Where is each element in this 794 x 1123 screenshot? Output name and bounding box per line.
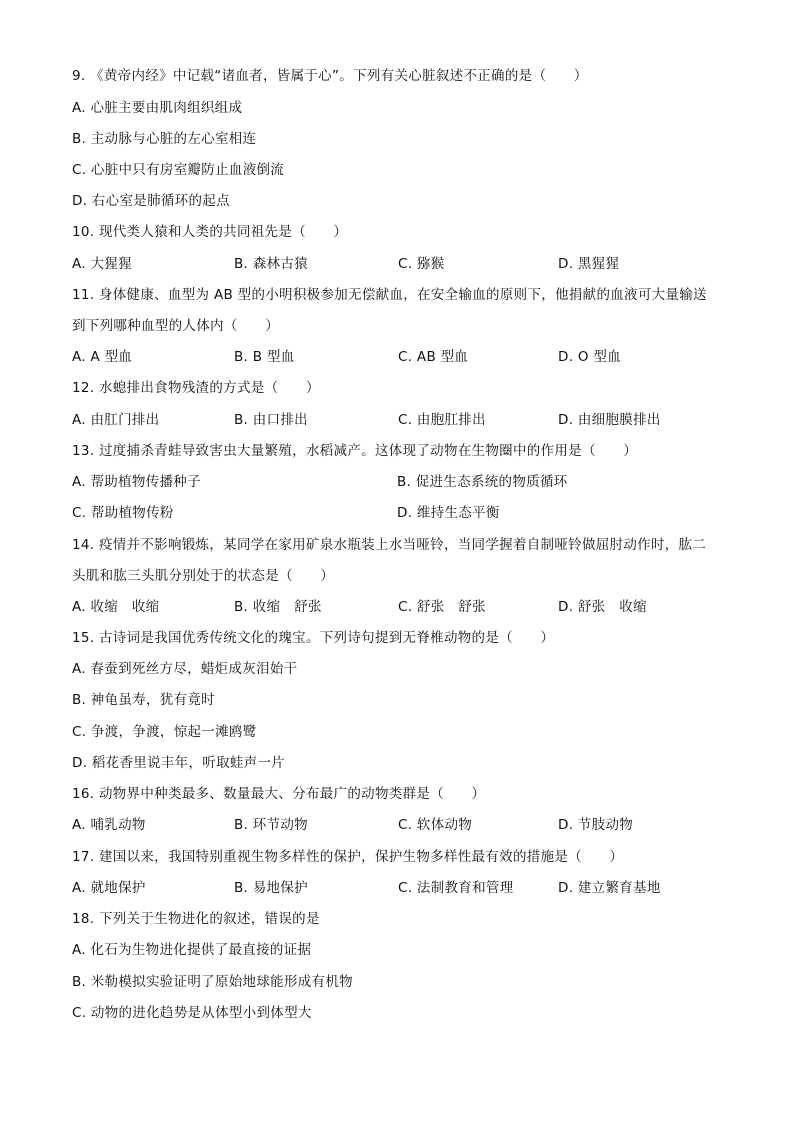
question-10-stem: 10. 现代类人猿和人类的共同祖先是（ ） <box>72 224 348 240</box>
question-11-stem-line-2: 到下列哪种血型的人体内（ ） <box>72 318 279 334</box>
question-10-option-d: D. 黑猩猩 <box>558 256 620 272</box>
question-11-option-b: B. B 型血 <box>234 349 295 365</box>
question-12-option-b: B. 由口排出 <box>234 412 308 428</box>
question-11-option-c: C. AB 型血 <box>398 349 469 365</box>
question-11-option-d: D. O 型血 <box>558 349 621 365</box>
question-17-option-c: C. 法制教育和管理 <box>398 880 514 896</box>
question-17-stem: 17. 建国以来，我国特别重视生物多样性的保护，保护生物多样性最有效的措施是（ ） <box>72 849 624 865</box>
question-10-option-b: B. 森林古猿 <box>234 256 308 272</box>
question-9-option-a: A. 心脏主要由肌肉组织组成 <box>72 100 243 116</box>
question-15-option-a: A. 春蚕到死丝方尽，蜡炬成灰泪始干 <box>72 661 298 677</box>
question-16-option-d: D. 节肢动物 <box>558 817 634 833</box>
question-9-option-b: B. 主动脉与心脏的左心室相连 <box>72 131 257 147</box>
question-15-option-d: D. 稻花香里说丰年，听取蛙声一片 <box>72 755 286 771</box>
question-13-option-a: A. 帮助植物传播种子 <box>72 474 201 490</box>
question-15-stem: 15. 古诗词是我国优秀传统文化的瑰宝。下列诗句提到无脊椎动物的是（ ） <box>72 630 555 646</box>
question-18-option-a: A. 化石为生物进化提供了最直接的证据 <box>72 942 312 958</box>
question-18-stem: 18. 下列关于生物进化的叙述，错误的是 <box>72 911 320 927</box>
question-13-stem: 13. 过度捕杀青蛙导致害虫大量繁殖，水稻减产。这体现了动物在生物圈中的作用是（ ） <box>72 443 638 459</box>
question-17-option-b: B. 易地保护 <box>234 880 308 896</box>
question-11-option-a: A. A 型血 <box>72 349 133 365</box>
question-17-option-a: A. 就地保护 <box>72 880 146 896</box>
question-9-option-c: C. 心脏中只有房室瓣防止血液倒流 <box>72 162 285 178</box>
question-16-option-a: A. 哺乳动物 <box>72 817 146 833</box>
question-18-option-c: C. 动物的进化趋势是从体型小到体型大 <box>72 1005 312 1021</box>
question-12-option-a: A. 由肛门排出 <box>72 412 160 428</box>
question-13-option-d: D. 维持生态平衡 <box>397 505 500 521</box>
question-16-stem: 16. 动物界中种类最多、数量最大、分布最广的动物类群是（ ） <box>72 786 486 802</box>
question-14-option-a: A. 收缩 收缩 <box>72 599 160 615</box>
question-14-option-c: C. 舒张 舒张 <box>398 599 486 615</box>
question-16-option-b: B. 环节动物 <box>234 817 308 833</box>
question-10-option-a: A. 大猩猩 <box>72 256 132 272</box>
question-10-option-c: C. 猕猴 <box>398 256 445 272</box>
question-9-option-d: D. 右心室是肺循环的起点 <box>72 193 230 209</box>
question-14-option-d: D. 舒张 收缩 <box>558 599 647 615</box>
question-16-option-c: C. 软体动物 <box>398 817 473 833</box>
question-15-option-b: B. 神龟虽寿，犹有竟时 <box>72 692 215 708</box>
question-14-stem-line-1: 14. 疫情并不影响锻炼，某同学在家用矿泉水瓶装上水当哑铃，当同学握着自制哑铃做屈肘动作时，肱二 <box>72 537 707 553</box>
question-13-option-c: C. 帮助植物传粉 <box>72 505 174 521</box>
question-9-stem: 9. 《黄帝内经》中记载“诸血者，皆属于心”。下列有关心脏叙述不正确的是（ ） <box>72 68 588 84</box>
question-18-option-b: B. 米勒模拟实验证明了原始地球能形成有机物 <box>72 974 353 990</box>
question-15-option-c: C. 争渡，争渡，惊起一滩鸥鹭 <box>72 724 257 740</box>
question-13-option-b: B. 促进生态系统的物质循环 <box>397 474 568 490</box>
question-12-option-c: C. 由胞肛排出 <box>398 412 486 428</box>
question-17-option-d: D. 建立繁育基地 <box>558 880 661 896</box>
question-12-stem: 12. 水螅排出食物残渣的方式是（ ） <box>72 380 320 396</box>
question-14-option-b: B. 收缩 舒张 <box>234 599 322 615</box>
question-12-option-d: D. 由细胞膜排出 <box>558 412 661 428</box>
question-14-stem-line-2: 头肌和肱三头肌分别处于的状态是（ ） <box>72 568 335 584</box>
question-11-stem-line-1: 11. 身体健康、血型为 AB 型的小明积极参加无偿献血，在安全输血的原则下，他捐献的血液可大量输送 <box>72 287 707 303</box>
